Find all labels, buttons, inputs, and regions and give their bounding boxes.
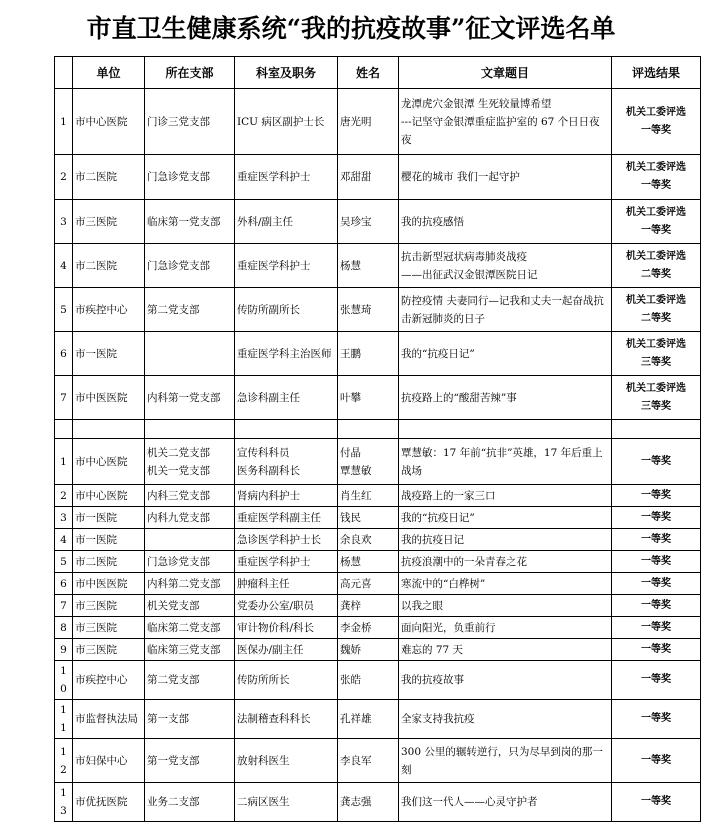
name-cell-line: 覃慧敏 — [340, 464, 372, 477]
article-title-cell: 寒流中的“白桦树” — [399, 573, 612, 595]
article-title-cell-line: 防控疫情 夫妻同行—记我和丈夫一起奋战抗击新冠肺炎的日子 — [401, 294, 604, 325]
name-cell: 吴珍宝 — [338, 200, 399, 244]
unit-cell: 市三医院 — [73, 617, 145, 639]
name-cell: 龚梓 — [338, 595, 399, 617]
name-cell: 李金桥 — [338, 617, 399, 639]
table-row — [55, 89, 701, 155]
header-article: 文章题目 — [399, 57, 612, 89]
unit-cell: 市三医院 — [73, 639, 145, 661]
row-index: 2 — [55, 155, 73, 200]
branch-cell: 门急诊党支部 — [145, 244, 235, 288]
result-cell: 一等奖 — [612, 573, 701, 595]
result-cell-line: 机关工委评选 — [626, 206, 686, 218]
article-title-cell — [399, 155, 612, 200]
result-cell-line: 机关工委评选 — [626, 106, 686, 118]
article-title-cell-line: 覃慧敏：17 年前“抗非”英雄，17 年后重上战场 — [401, 446, 603, 477]
row-index: 6 — [55, 573, 73, 595]
result-cell — [612, 89, 701, 155]
table-row — [55, 639, 701, 661]
name-cell: 张慧琦 — [338, 288, 399, 332]
unit-cell: 市疾控中心 — [73, 661, 145, 700]
unit-cell: 市中心医院 — [73, 89, 145, 155]
result-cell: 一等奖 — [612, 700, 701, 739]
branch-cell: 内科第一党支部 — [145, 376, 235, 420]
branch-cell — [145, 332, 235, 376]
dept-cell: 急诊医学科护士长 — [235, 529, 338, 551]
dept-cell: 肾病内科护士 — [235, 485, 338, 507]
branch-cell: 内科九党支部 — [145, 507, 235, 529]
dept-cell: 急诊科副主任 — [235, 376, 338, 420]
name-cell — [338, 439, 399, 485]
article-title-cell: 我的抗疫日记 — [399, 529, 612, 551]
table-row — [55, 661, 701, 700]
name-cell: 魏娇 — [338, 639, 399, 661]
row-index: 7 — [55, 376, 73, 420]
table-row — [55, 783, 701, 822]
dept-cell: 二病区医生 — [235, 783, 338, 822]
row-index: 7 — [55, 595, 73, 617]
branch-cell-line: 机关二党支部 — [147, 446, 210, 459]
article-title-cell: 以我之眼 — [399, 595, 612, 617]
dept-cell: 重症医学科主治医师 — [235, 332, 338, 376]
header-unit: 单位 — [73, 57, 145, 89]
dept-cell: 重症医学科护士 — [235, 155, 338, 200]
branch-cell-line: 机关一党支部 — [147, 464, 210, 477]
unit-cell: 市二医院 — [73, 155, 145, 200]
empty-cell — [612, 420, 701, 439]
empty-cell — [145, 420, 235, 439]
article-title-cell: 战疫路上的一家三口 — [399, 485, 612, 507]
article-title-cell — [399, 376, 612, 420]
article-title-cell: 我的“抗疫日记” — [399, 507, 612, 529]
branch-cell: 内科第二党支部 — [145, 573, 235, 595]
result-cell: 一等奖 — [612, 439, 701, 485]
dept-cell: 肿瘤科主任 — [235, 573, 338, 595]
row-index: 12 — [55, 739, 73, 783]
header-row — [55, 57, 701, 89]
dept-cell: 法制稽查科科长 — [235, 700, 338, 739]
result-cell-line: 二等奖 — [641, 312, 671, 324]
spacer-row — [55, 420, 701, 439]
article-title-cell: 全家支持我抗疫 — [399, 700, 612, 739]
dept-cell: 重症医学科副主任 — [235, 507, 338, 529]
branch-cell: 门急诊党支部 — [145, 551, 235, 573]
unit-cell: 市优抚医院 — [73, 783, 145, 822]
unit-cell: 市中心医院 — [73, 485, 145, 507]
table-row — [55, 485, 701, 507]
row-index: 5 — [55, 288, 73, 332]
name-cell: 孔祥雄 — [338, 700, 399, 739]
name-cell: 张皓 — [338, 661, 399, 700]
result-cell-line: 机关工委评选 — [626, 382, 686, 394]
article-title-cell — [399, 89, 612, 155]
article-title-cell-line: 抗击新型冠状病毒肺炎战疫 — [401, 250, 527, 263]
table-row — [55, 200, 701, 244]
result-cell-line: 三等奖 — [641, 356, 671, 368]
table-row — [55, 551, 701, 573]
article-title-cell-line: 我的“抗疫日记” — [401, 347, 475, 360]
branch-cell: 业务二支部 — [145, 783, 235, 822]
table-row — [55, 617, 701, 639]
page-title: 市直卫生健康系统“我的抗疫故事”征文评选名单 — [86, 14, 616, 43]
article-title-cell — [399, 244, 612, 288]
result-cell — [612, 200, 701, 244]
result-cell: 一等奖 — [612, 485, 701, 507]
row-index: 1 — [55, 89, 73, 155]
name-cell-line: 付晶 — [340, 446, 361, 459]
unit-cell: 市三医院 — [73, 200, 145, 244]
article-title-cell-line: 龙潭虎穴金银潭 生死较量博希望 — [401, 97, 552, 110]
empty-cell — [338, 420, 399, 439]
result-cell-line: 机关工委评选 — [626, 162, 686, 173]
table-row — [55, 376, 701, 420]
branch-cell: 临床第三党支部 — [145, 639, 235, 661]
row-index: 1 — [55, 439, 73, 485]
unit-cell: 市中医医院 — [73, 573, 145, 595]
result-cell-line: 三等奖 — [641, 400, 671, 412]
header-branch: 所在支部 — [145, 57, 235, 89]
row-index: 11 — [55, 700, 73, 739]
row-index: 13 — [55, 783, 73, 822]
branch-cell: 门诊三党支部 — [145, 89, 235, 155]
dept-cell: 传防所所长 — [235, 661, 338, 700]
row-index: 3 — [55, 507, 73, 529]
unit-cell: 市二医院 — [73, 244, 145, 288]
unit-cell: 市疾控中心 — [73, 288, 145, 332]
article-title-cell: 300 公里的辗转逆行，只为尽早到岗的那一刻 — [399, 739, 612, 783]
branch-cell: 内科三党支部 — [145, 485, 235, 507]
dept-cell: ICU 病区副护士长 — [235, 89, 338, 155]
branch-cell — [145, 529, 235, 551]
name-cell: 杨慧 — [338, 244, 399, 288]
name-cell: 余良欢 — [338, 529, 399, 551]
winners-table — [54, 56, 701, 822]
name-cell: 龚志强 — [338, 783, 399, 822]
unit-cell: 市中心医院 — [73, 439, 145, 485]
article-title-cell — [399, 200, 612, 244]
row-index: 10 — [55, 661, 73, 700]
branch-cell: 第一支部 — [145, 700, 235, 739]
table-row — [55, 507, 701, 529]
result-cell: 一等奖 — [612, 739, 701, 783]
table-row — [55, 332, 701, 376]
table-row — [55, 573, 701, 595]
header-result: 评选结果 — [612, 57, 701, 89]
result-cell — [612, 332, 701, 376]
name-cell: 杨慧 — [338, 551, 399, 573]
article-title-cell — [399, 439, 612, 485]
row-index: 6 — [55, 332, 73, 376]
dept-cell: 审计物价科/科长 — [235, 617, 338, 639]
table-row — [55, 529, 701, 551]
row-index: 8 — [55, 617, 73, 639]
article-title-cell-line: ——出征武汉金银潭医院日记 — [401, 268, 538, 281]
table-row — [55, 739, 701, 783]
article-title-cell: 我们这一代人——心灵守护者 — [399, 783, 612, 822]
header-dept: 科室及职务 — [235, 57, 338, 89]
result-cell: 一等奖 — [612, 551, 701, 573]
dept-cell-line: 宣传科科员 — [237, 446, 290, 459]
table-row — [55, 439, 701, 485]
result-cell-line: 一等奖 — [641, 224, 671, 236]
dept-cell: 党委办公室/职员 — [235, 595, 338, 617]
result-cell-line: 机关工委评选 — [626, 294, 686, 306]
result-cell — [612, 376, 701, 420]
article-title-cell — [399, 288, 612, 332]
article-title-cell: 我的抗疫故事 — [399, 661, 612, 700]
result-cell: 一等奖 — [612, 529, 701, 551]
name-cell: 邓甜甜 — [338, 155, 399, 200]
dept-cell: 医保办/副主任 — [235, 639, 338, 661]
branch-cell: 门急诊党支部 — [145, 155, 235, 200]
result-cell-line: 一等奖 — [641, 124, 671, 136]
article-title-cell: 抗疫浪潮中的一朵青春之花 — [399, 551, 612, 573]
article-title-cell: 难忘的 77 天 — [399, 639, 612, 661]
dept-cell — [235, 439, 338, 485]
name-cell: 叶攀 — [338, 376, 399, 420]
unit-cell: 市监督执法局 — [73, 700, 145, 739]
result-cell: 一等奖 — [612, 639, 701, 661]
row-index: 2 — [55, 485, 73, 507]
table-body — [55, 89, 701, 822]
dept-cell: 重症医学科护士 — [235, 551, 338, 573]
branch-cell: 第一党支部 — [145, 739, 235, 783]
name-cell: 李良军 — [338, 739, 399, 783]
row-index: 4 — [55, 529, 73, 551]
name-cell: 肖生红 — [338, 485, 399, 507]
empty-cell — [73, 420, 145, 439]
dept-cell: 重症医学科护士 — [235, 244, 338, 288]
article-title-cell-line: ---记坚守金银潭重症监护室的 67 个日日夜夜 — [401, 115, 600, 146]
header-index — [55, 57, 73, 89]
article-title-cell-line: 我的抗疫感悟 — [401, 215, 464, 228]
article-title-cell: 面向阳光，负重前行 — [399, 617, 612, 639]
table-row — [55, 244, 701, 288]
table-row — [55, 155, 701, 200]
row-index: 9 — [55, 639, 73, 661]
unit-cell: 市三医院 — [73, 595, 145, 617]
empty-cell — [55, 420, 73, 439]
result-cell: 一等奖 — [612, 783, 701, 822]
branch-cell — [145, 439, 235, 485]
branch-cell: 机关党支部 — [145, 595, 235, 617]
result-cell-line: 一等奖 — [641, 180, 671, 191]
name-cell: 唐光明 — [338, 89, 399, 155]
result-cell — [612, 288, 701, 332]
name-cell: 高元喜 — [338, 573, 399, 595]
dept-cell: 传防所副所长 — [235, 288, 338, 332]
unit-cell: 市中医医院 — [73, 376, 145, 420]
result-cell-line: 机关工委评选 — [626, 250, 686, 262]
branch-cell: 临床第二党支部 — [145, 617, 235, 639]
row-index: 4 — [55, 244, 73, 288]
result-cell: 一等奖 — [612, 661, 701, 700]
name-cell: 钱民 — [338, 507, 399, 529]
result-cell — [612, 244, 701, 288]
dept-cell-line: 医务科副科长 — [237, 464, 300, 477]
empty-cell — [235, 420, 338, 439]
result-cell-line: 机关工委评选 — [626, 338, 686, 350]
branch-cell: 第二党支部 — [145, 661, 235, 700]
article-title-cell-line: 樱花的城市 我们一起守护 — [401, 171, 520, 183]
result-cell: 一等奖 — [612, 507, 701, 529]
unit-cell: 市二医院 — [73, 551, 145, 573]
result-cell: 一等奖 — [612, 617, 701, 639]
result-cell-line: 二等奖 — [641, 268, 671, 280]
table-row — [55, 595, 701, 617]
dept-cell: 放射科医生 — [235, 739, 338, 783]
header-name: 姓名 — [338, 57, 399, 89]
name-cell: 王鹏 — [338, 332, 399, 376]
empty-cell — [399, 420, 612, 439]
result-cell — [612, 155, 701, 200]
unit-cell: 市妇保中心 — [73, 739, 145, 783]
table-row — [55, 700, 701, 739]
row-index: 3 — [55, 200, 73, 244]
table-row — [55, 288, 701, 332]
row-index: 5 — [55, 551, 73, 573]
unit-cell: 市一医院 — [73, 507, 145, 529]
branch-cell: 临床第一党支部 — [145, 200, 235, 244]
branch-cell: 第二党支部 — [145, 288, 235, 332]
unit-cell: 市一医院 — [73, 332, 145, 376]
article-title-cell — [399, 332, 612, 376]
dept-cell: 外科/副主任 — [235, 200, 338, 244]
result-cell: 一等奖 — [612, 595, 701, 617]
article-title-cell-line: 抗疫路上的“酸甜苦辣”事 — [401, 391, 517, 404]
unit-cell: 市一医院 — [73, 529, 145, 551]
